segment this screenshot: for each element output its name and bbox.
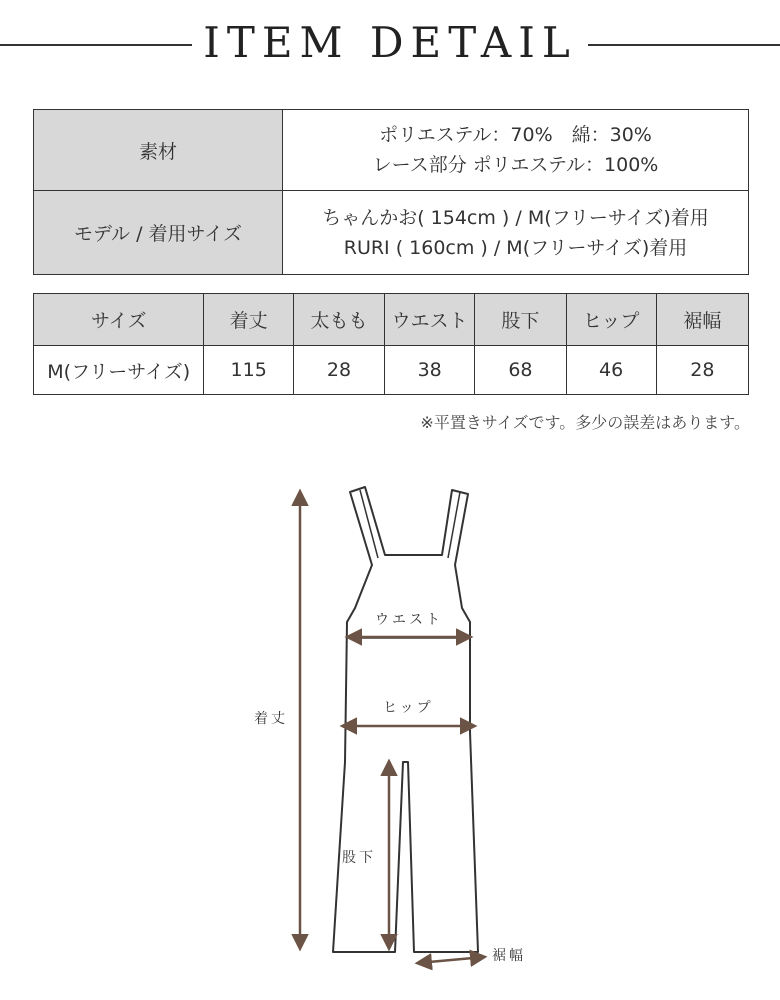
size-header-cell: ウエスト (385, 294, 475, 346)
title-area (0, 14, 780, 74)
size-table (33, 293, 749, 395)
size-cell: 28 (293, 346, 384, 395)
inseam-label: 股下 (342, 850, 376, 866)
material-value (283, 110, 749, 191)
title-rule-right (588, 44, 780, 46)
size-header-cell: ヒップ (566, 294, 656, 346)
size-header-cell: サイズ (34, 294, 204, 346)
material-line-1: ポリエステル：70% 綿：30% (379, 124, 652, 146)
size-data-row (34, 346, 749, 395)
size-header-cell: 太もも (293, 294, 384, 346)
hem-arrow (418, 957, 484, 963)
model-label: モデル / 着用サイズ (34, 191, 283, 275)
size-header-cell: 股下 (475, 294, 566, 346)
material-label: 素材 (34, 110, 283, 191)
waist-label: ウエスト (375, 612, 443, 628)
model-line-1: ちゃんかお( 154cm ) / M(フリーサイズ)着用 (322, 206, 709, 229)
size-cell: 28 (656, 346, 748, 395)
measurement-note: ※平置きサイズです。多少の誤差はあります。 (420, 413, 750, 432)
size-header-row (34, 294, 749, 346)
size-cell: 38 (385, 346, 475, 395)
overalls-outline (333, 487, 478, 952)
garment-diagram (0, 470, 780, 1000)
size-cell: 68 (475, 346, 566, 395)
size-cell: M(フリーサイズ) (34, 346, 204, 395)
model-row (34, 191, 749, 275)
material-table (33, 109, 749, 275)
size-header-cell: 着丈 (204, 294, 293, 346)
size-cell: 46 (566, 346, 656, 395)
size-header-cell: 裾幅 (656, 294, 748, 346)
model-value (283, 191, 749, 275)
model-line-2: RURI ( 160cm ) / M(フリーサイズ)着用 (343, 236, 688, 259)
material-line-2: レース部分 ポリエステル：100% (372, 154, 659, 176)
hem-label: 裾幅 (492, 948, 526, 964)
hip-label: ヒップ (383, 700, 434, 716)
material-row (34, 110, 749, 191)
length-label: 着丈 (254, 711, 288, 727)
page-title: ITEM DETAIL (203, 18, 577, 67)
size-cell: 115 (204, 346, 293, 395)
